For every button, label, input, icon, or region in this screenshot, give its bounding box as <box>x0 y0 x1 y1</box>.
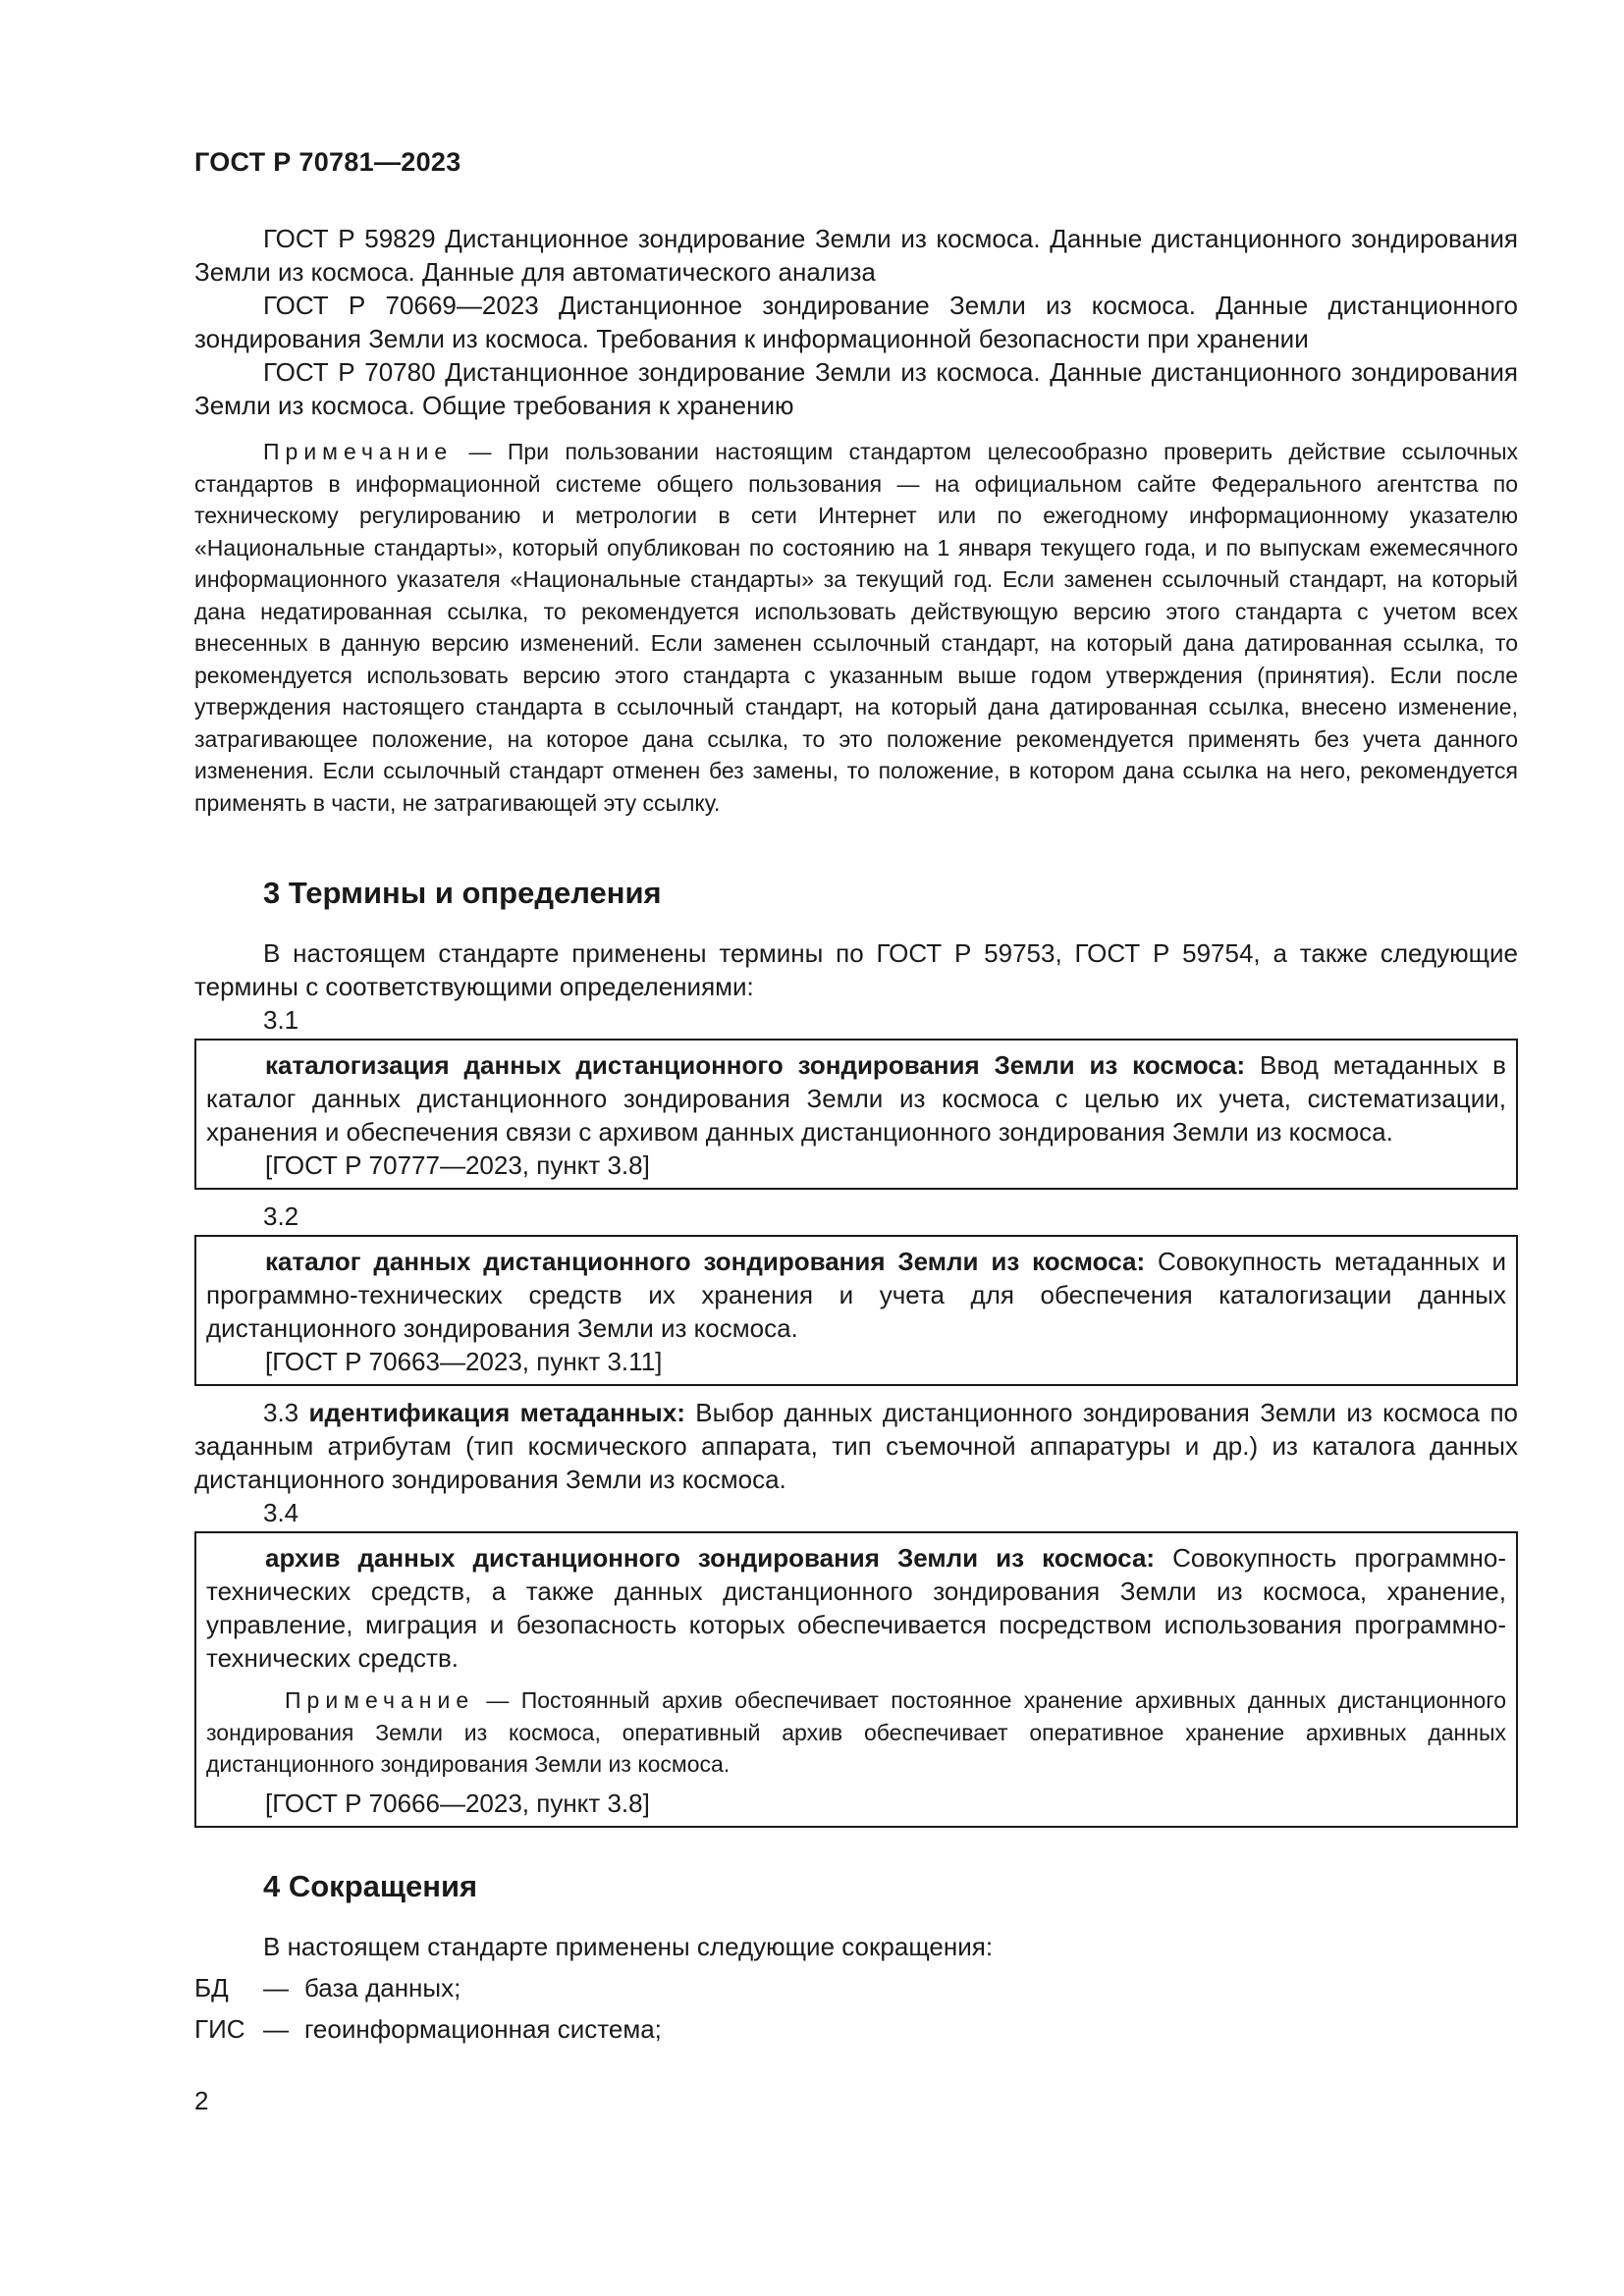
abbreviation-value: база данных; <box>304 1972 461 2002</box>
note-text: — Постоянный архив обеспечивает постоянное хранение архивных данных дистанционного зондирования Земли из космоса, оперативный архив обеспечивает оперативное хранение архивных данных дистанционного зондирования Земли из космоса. <box>206 1687 1506 1777</box>
abbreviation-key: ГИС <box>194 2013 245 2044</box>
term-name: идентификация метаданных: <box>308 1398 685 1427</box>
term-number: 3.4 <box>263 1498 299 1527</box>
term-definition <box>206 1541 1506 1675</box>
term-source: [ГОСТ Р 70666—2023, пункт 3.8] <box>265 1788 650 1818</box>
term-number: 3.3 <box>263 1398 299 1427</box>
term-number: 3.1 <box>263 1005 299 1035</box>
term-definition <box>206 1245 1506 1345</box>
term-text: Совокупность метаданных и программно-технических средств их хранения и учета для обеспечения каталогизации данных дистанционного зондирования Земли из космоса. <box>206 1247 1506 1343</box>
term-box-3-2 <box>194 1235 1518 1386</box>
term-3-3 <box>194 1396 1518 1496</box>
document-header: ГОСТ Р 70781—2023 <box>194 147 461 177</box>
reference-item: ГОСТ Р 70669—2023 Дистанционное зондирование Земли из космоса. Данные дистанционного зондирования Земли из космоса. Требования к информационной безопасности при хранении <box>194 291 1518 353</box>
term-source: [ГОСТ Р 70663—2023, пункт 3.11] <box>265 1347 663 1376</box>
abbreviation-key: БД <box>194 1972 229 2002</box>
term-name: каталог данных дистанционного зондирования Земли из космоса: <box>265 1247 1146 1276</box>
section-3-heading: 3 Термины и определения <box>263 876 662 910</box>
note-text: — При пользовании настоящим стандартом целесообразно проверить действие ссылочных стандартов в информационной системе общего пользования — на официальном сайте Федерального агентства по техническому регулированию и метрологии в сети Интернет или по ежегодному информационному указателю «Национальные стандарты», который опубликован по состоянию на 1 января текущего года, и по выпускам ежемесячного информационного указателя «Национальные стандарты» за текущий год. Если заменен ссылочный стандарт, на который дана недатированная ссылка, то рекомендуется использовать действующую версию этого стандарта с учетом всех внесенных в данную версию изменений. Если заменен ссылочный стандарт, на который дана датированная ссылка, то рекомендуется использовать версию этого стандарта с указанным выше годом утверждения (принятия). Если после утверждения настоящего стандарта в ссылочный стандарт, на который дана датированная ссылка, внесено изменение, затрагивающее положение, на которое дана ссылка, то это положение рекомендуется применять без учета данного изменения. Если ссылочный стандарт отменен без замены, то положение, в котором дана ссылка на него, рекомендуется применять в части, не затрагивающей эту ссылку. <box>194 439 1518 816</box>
term-box-3-1 <box>194 1039 1518 1190</box>
note-label: Примечание <box>285 1687 475 1713</box>
term-name: архив данных дистанционного зондирования Земли из космоса: <box>265 1543 1156 1573</box>
section-4-heading: 4 Сокращения <box>263 1868 478 1903</box>
term-box-3-4 <box>194 1531 1518 1828</box>
term-source: [ГОСТ Р 70777—2023, пункт 3.8] <box>265 1150 650 1180</box>
page-number: 2 <box>194 2086 209 2115</box>
term-note <box>206 1684 1506 1781</box>
note-label: Примечание <box>263 439 454 464</box>
term-number: 3.2 <box>263 1201 299 1231</box>
term-text: Совокупность программно-технических средств, а также данных дистанционного зондирования Земли из космоса, хранение, управление, миграция и безопасность которых обеспечивается посредством использования программно-технических средств. <box>206 1543 1506 1673</box>
term-text: Выбор данных дистанционного зондирования Земли из космоса по заданным атрибутам (тип космического аппарата, тип съемочной аппаратуры и др.) из каталога данных дистанционного зондирования Земли из космоса. <box>194 1398 1518 1494</box>
reference-item: ГОСТ Р 59829 Дистанционное зондирование Земли из космоса. Данные дистанционного зондирования Земли из космоса. Данные для автоматического анализа <box>194 224 1518 287</box>
section-3-intro: В настоящем стандарте применены термины по ГОСТ Р 59753, ГОСТ Р 59754, а также следующие термины с соответствующими определениями: <box>194 938 1518 1001</box>
abbreviation-dash: — <box>263 2013 289 2044</box>
section-4-intro: В настоящем стандарте применены следующие сокращения: <box>263 1931 994 1961</box>
document-body <box>194 222 1518 2046</box>
abbreviation-item <box>194 2012 1518 2046</box>
term-name: каталогизация данных дистанционного зондирования Земли из космоса: <box>265 1050 1246 1080</box>
note-paragraph <box>194 436 1518 819</box>
abbreviation-dash: — <box>263 1972 289 2002</box>
term-definition <box>206 1048 1506 1148</box>
abbreviation-value: геоинформационная система; <box>304 2013 662 2044</box>
term-text: Ввод метаданных в каталог данных дистанционного зондирования Земли из космоса с целью их учета, систематизации, хранения и обеспечения связи с архивом данных дистанционного зондирования Земли из космоса. <box>206 1050 1506 1147</box>
abbreviation-item <box>194 1971 1518 2004</box>
reference-item: ГОСТ Р 70780 Дистанционное зондирование Земли из космоса. Данные дистанционного зондирования Земли из космоса. Общие требования к хранению <box>194 357 1518 420</box>
